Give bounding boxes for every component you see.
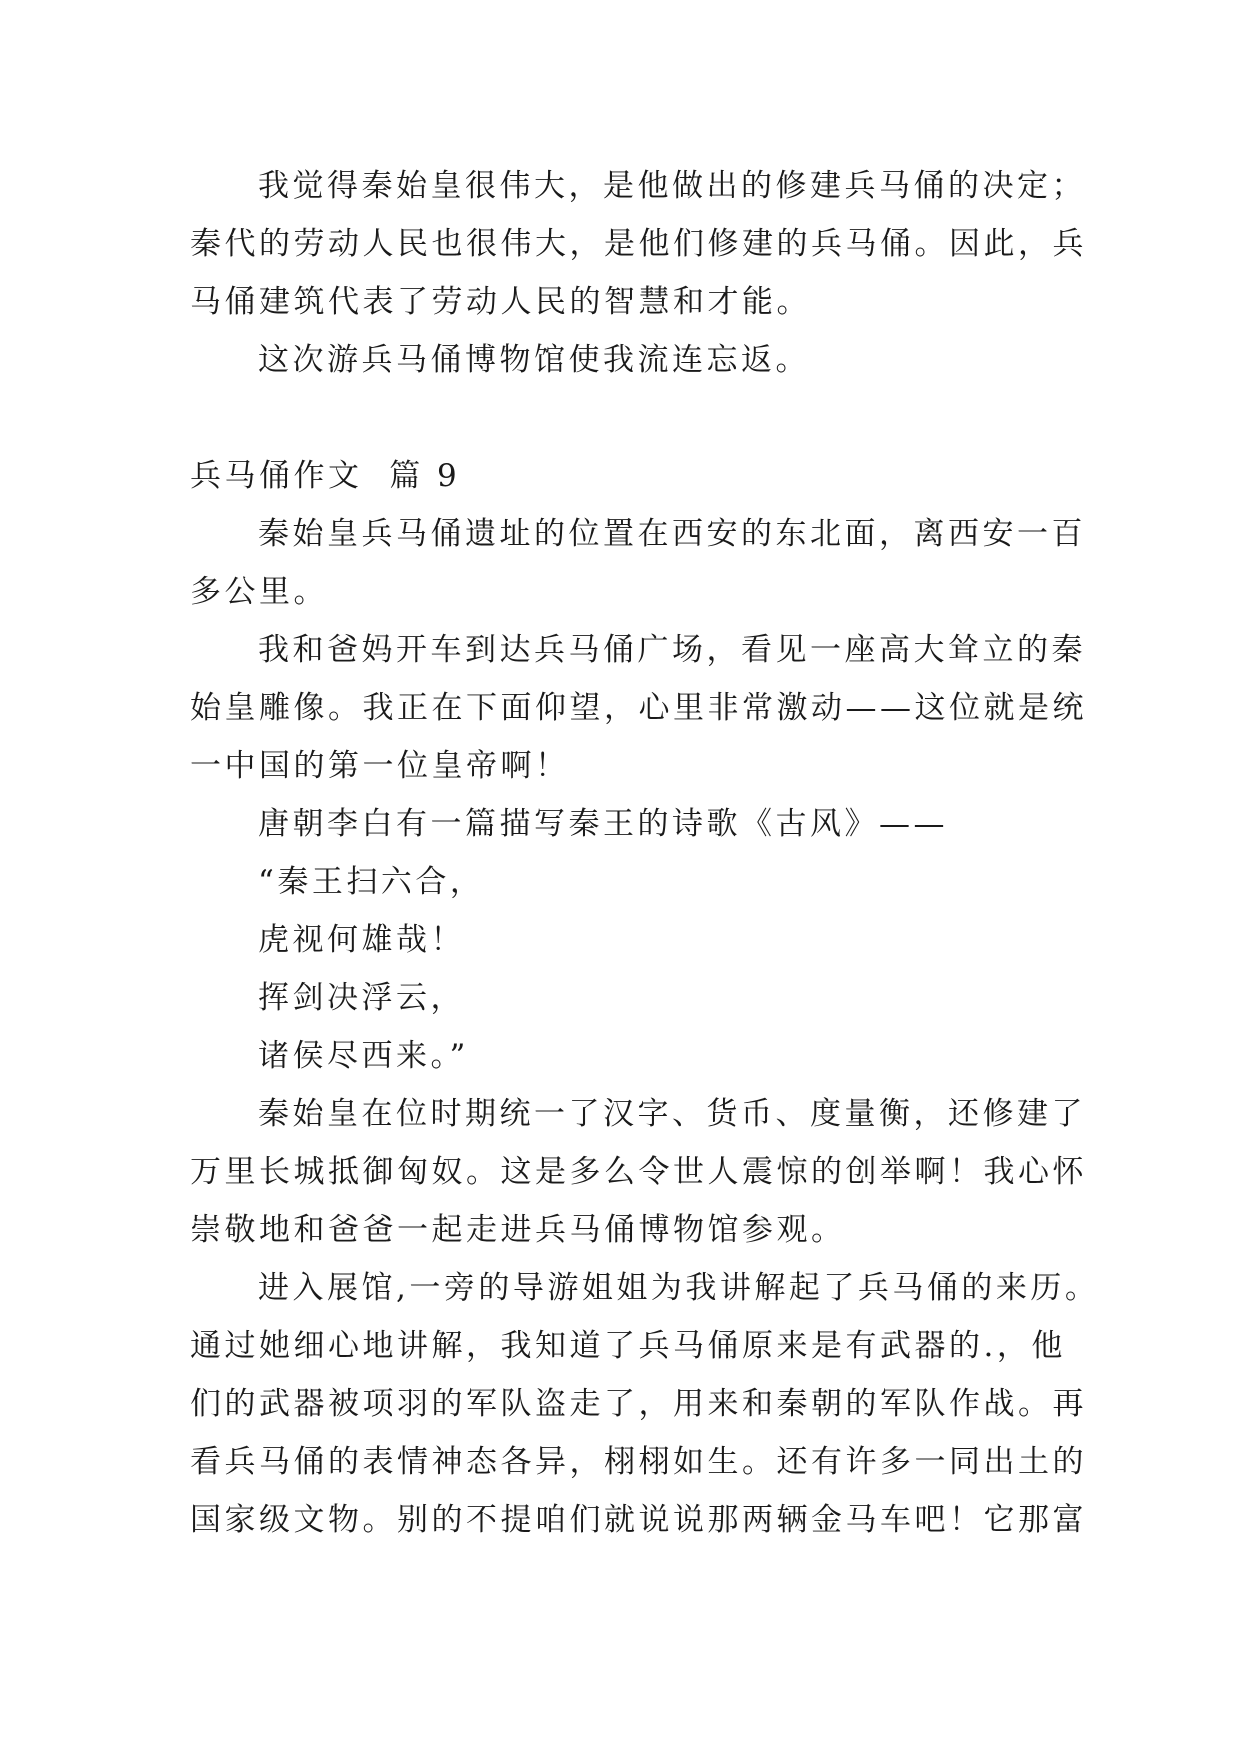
text-line: 我和爸妈开车到达兵马俑广场，看见一座高大耸立的秦 xyxy=(258,632,1086,668)
text-line: 唐朝李白有一篇描写秦王的诗歌《古风》—— xyxy=(258,806,948,842)
text-line: 一中国的第一位皇帝啊！ xyxy=(190,748,570,784)
text-line: 秦始皇在位时期统一了汉字、货币、度量衡，还修建了 xyxy=(258,1096,1086,1132)
poem-line: 虎视何雄哉！ xyxy=(258,922,465,958)
poem-line: 挥剑决浮云， xyxy=(258,980,465,1016)
text-line: 多公里。 xyxy=(190,574,328,610)
text-line: 秦代的劳动人民也很伟大，是他们修建的兵马俑。因此，兵 xyxy=(190,226,1087,262)
text-line: 秦始皇兵马俑遗址的位置在西安的东北面，离西安一百 xyxy=(258,516,1086,552)
text-line: 国家级文物。别的不提咱们就说说那两辆金马车吧！它那富 xyxy=(190,1502,1087,1538)
poem-line: “秦王扫六合， xyxy=(258,864,485,900)
text-line: 马俑建筑代表了劳动人民的智慧和才能。 xyxy=(190,284,811,320)
text-line: 进入展馆,一旁的导游姐姐为我讲解起了兵马俑的来历。 xyxy=(258,1270,1100,1306)
text-line: 我觉得秦始皇很伟大，是他做出的修建兵马俑的决定； xyxy=(258,168,1086,204)
text-line: 通过她细心地讲解，我知道了兵马俑原来是有武器的.，他 xyxy=(190,1328,1066,1364)
text-line: 这次游兵马俑博物馆使我流连忘返。 xyxy=(258,342,810,378)
poem-line: 诸侯尽西来。” xyxy=(258,1038,469,1074)
text-line: 崇敬地和爸爸一起走进兵马俑博物馆参观。 xyxy=(190,1212,846,1248)
text-line: 看兵马俑的表情神态各异，栩栩如生。还有许多一同出土的 xyxy=(190,1444,1087,1480)
text-line: 万里长城抵御匈奴。这是多么令世人震惊的创举啊！我心怀 xyxy=(190,1154,1087,1190)
text-line: 始皇雕像。我正在下面仰望，心里非常激动——这位就是统 xyxy=(190,690,1087,726)
text-line: 们的武器被项羽的军队盗走了，用来和秦朝的军队作战。再 xyxy=(190,1386,1087,1422)
section-heading: 兵马俑作文 篇 9 xyxy=(190,458,461,494)
